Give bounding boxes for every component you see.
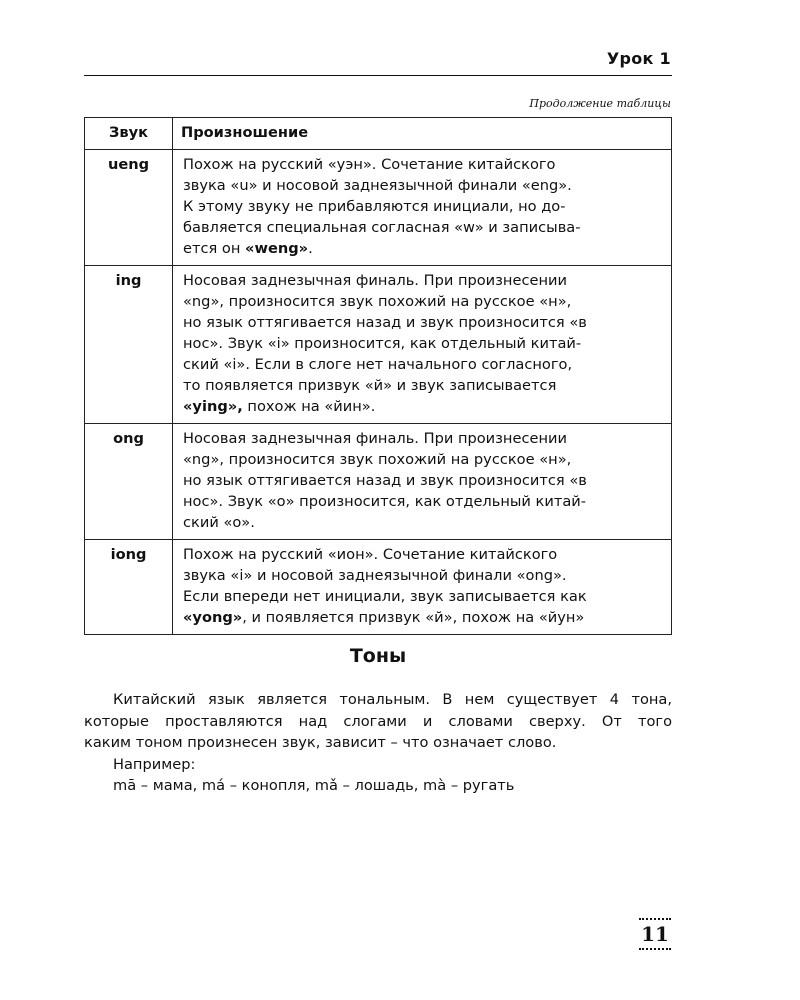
text-line: но язык оттягивается назад и звук произносится «в [183, 472, 587, 489]
column-header-sound: Звук [85, 118, 173, 150]
text-line: Если впереди нет инициали, звук записывается как [183, 588, 587, 605]
text-line [183, 607, 661, 628]
table-row [85, 540, 672, 635]
sound-cell: ing [85, 266, 173, 424]
text-line: Похож на русский «ион». Сочетание китайского [183, 546, 558, 563]
sound-cell: iong [85, 540, 173, 635]
text-line: К этому звуку не прибавляются инициали, но до- [183, 198, 566, 215]
text-line: Похож на русский «уэн». Сочетание китайского [183, 156, 556, 173]
text-line: нос». Звук «i» произносится, как отдельный китай- [183, 335, 582, 352]
table-row [85, 150, 672, 266]
table-row [85, 266, 672, 424]
text-line: Носовая заднезычная финаль. При произнесении [183, 272, 567, 289]
text-line: бавляется специальная согласная «w» и записыва- [183, 219, 581, 236]
text-line: но язык оттягивается назад и звук произносится «в [183, 314, 587, 331]
text-line: Носовая заднезычная финаль. При произнесении [183, 430, 567, 447]
text-line: то появляется призвук «й» и звук записывается [183, 377, 557, 394]
text-fragment: похож на «йин». [242, 398, 376, 415]
sound-cell: ong [85, 424, 173, 540]
text-line: «ng», произносится звук похожий на русское «н», [183, 451, 572, 468]
tones-paragraph [84, 689, 672, 797]
paragraph-line: которые проставляются над слогами и словами сверху. От того [84, 712, 672, 730]
text-line: звука «i» и носовой заднеязычной финали «ong». [183, 567, 567, 584]
pronunciation-cell [173, 266, 672, 424]
example-text: mā – мама, má – конопля, mǎ – лошадь, mà – ругать [113, 777, 515, 794]
text-fragment: . [308, 240, 313, 257]
text-line: звука «u» и носовой заднеязычной финали «eng». [183, 177, 572, 194]
text-line: нос». Звук «o» произносится, как отдельный китай- [183, 493, 587, 510]
text-line: «ng», произносится звук похожий на русское «н», [183, 293, 572, 310]
sound-cell: ueng [85, 150, 173, 266]
table-row [85, 424, 672, 540]
text-fragment: , и появляется призвук «й», похож на «йун» [242, 609, 585, 626]
text-fragment: ется он [183, 240, 246, 257]
pronunciation-cell [173, 150, 672, 266]
text-line: ский «o». [183, 514, 255, 531]
pinyin-bold: «yong» [183, 609, 243, 626]
example-label: Например: [113, 755, 196, 773]
text-line [183, 396, 661, 417]
section-title: Тоны [349, 645, 407, 667]
pronunciation-table [84, 117, 672, 635]
lesson-header: Урок 1 [606, 49, 671, 68]
table-continuation-note: Продолжение таблицы [529, 97, 671, 110]
text-line [183, 238, 661, 259]
pinyin-bold: «ying», [183, 398, 243, 415]
page-number: 11 [639, 918, 671, 950]
pronunciation-cell [173, 540, 672, 635]
paragraph-line: Китайский язык является тональным. В нем существует 4 тона, [113, 691, 672, 708]
pronunciation-cell [173, 424, 672, 540]
pinyin-bold: «weng» [245, 240, 309, 257]
paragraph-line: каким тоном произнесен звук, зависит – что означает слово. [84, 734, 557, 751]
header-divider [84, 75, 672, 76]
column-header-pronunciation: Произношение [173, 118, 672, 150]
table-header-row [85, 118, 672, 150]
text-line: ский «i». Если в слоге нет начального согласного, [183, 356, 573, 373]
